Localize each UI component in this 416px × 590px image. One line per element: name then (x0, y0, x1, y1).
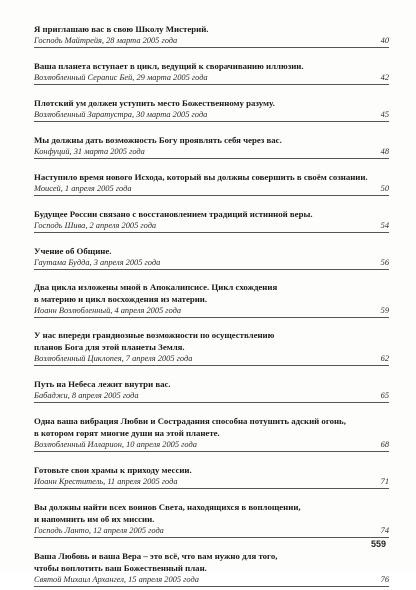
entry-author-date (34, 184, 389, 196)
entry-title: в котором горят многие души на этой планете. (34, 428, 220, 438)
entry-author-date (34, 73, 389, 85)
entry-title: Будущее России связано с восстановлением традиций истинной веры. (34, 209, 313, 219)
entry-title: Я приглашаю вас в свою Школу Мистерий. (34, 24, 209, 34)
entry-title: Мы должны дать возможность Богу проявлять себя через вас. (34, 135, 282, 145)
entry-author-date (34, 110, 389, 122)
entry-author-date (34, 306, 389, 318)
toc-entry (34, 98, 389, 125)
entry-page-number: 50 (380, 184, 389, 193)
entry-page-number: 68 (380, 440, 389, 449)
toc-entry (34, 24, 389, 51)
entry-author-date (34, 477, 389, 489)
table-of-contents (34, 24, 389, 590)
toc-entry (34, 551, 389, 590)
entry-author-date-text: Возлюбленный Циклопея, 7 апреля 2005 года (34, 354, 193, 363)
entry-page-number: 54 (380, 221, 389, 230)
toc-entry (34, 135, 389, 162)
entry-title: Путь на Небеса лежит внутри вас. (34, 379, 171, 389)
entry-page-number: 74 (380, 526, 389, 535)
entry-author-date (34, 440, 389, 452)
entry-page-number: 62 (380, 354, 389, 363)
toc-entry (34, 379, 389, 406)
entry-author-date (34, 354, 389, 366)
entry-title: чтобы воплотить ваш Божественный план. (34, 563, 207, 573)
entry-title: Ваша Любовь и ваша Вера – это всё, что вам нужно для того, (34, 551, 278, 561)
entry-page-number: 76 (380, 575, 389, 584)
toc-entry (34, 330, 389, 369)
entry-title: Вы должны найти всех воинов Света, находящихся в воплощении, (34, 502, 301, 512)
toc-entry (34, 61, 389, 88)
entry-title: планов Бога для этой планеты Земля. (34, 342, 185, 352)
entry-author-date (34, 258, 389, 270)
entry-title: Одна ваша вибрация Любви и Сострадания способна потушить адский огонь, (34, 416, 346, 426)
entry-title: Ваша планета вступает в цикл, ведущий к сворачиванию иллюзии. (34, 61, 304, 71)
toc-entry (34, 282, 389, 321)
toc-entry (34, 465, 389, 492)
entry-page-number: 71 (380, 477, 389, 486)
entry-author-date-text: Возлюбленный Серапис Бей, 29 марта 2005 года (34, 73, 208, 82)
entry-page-number: 48 (380, 147, 389, 156)
page-number: 559 (370, 539, 386, 549)
entry-page-number: 59 (380, 306, 389, 315)
entry-author-date (34, 221, 389, 233)
entry-author-date (34, 526, 389, 538)
entry-author-date (34, 391, 389, 403)
entry-title: Два цикла изложены мной в Апокалипсисе. Цикл схождения (34, 282, 278, 292)
entry-author-date (34, 36, 389, 48)
entry-page-number: 40 (380, 36, 389, 45)
entry-author-date (34, 147, 389, 159)
entry-page-number: 45 (380, 110, 389, 119)
entry-title: Наступило время нового Исхода, который вы должны совершить в своём сознании. (34, 172, 368, 182)
entry-page-number: 42 (380, 73, 389, 82)
entry-author-date-text: Бабаджи, 8 апреля 2005 года (34, 391, 139, 400)
entry-title: Готовьте свои храмы к приходу мессии. (34, 465, 192, 475)
toc-entry (34, 416, 389, 455)
entry-author-date-text: Господь Ланто, 12 апреля 2005 года (34, 526, 164, 535)
entry-author-date-text: Гаутама Будда, 3 апреля 2005 года (34, 258, 161, 267)
entry-author-date-text: Возлюбленный Илларион, 10 апреля 2005 года (34, 440, 197, 449)
entry-title: У нас впереди грандиозные возможности по осуществлению (34, 330, 275, 340)
entry-page-number: 56 (380, 258, 389, 267)
toc-entry (34, 502, 389, 541)
toc-entry (34, 209, 389, 236)
entry-title: Учение об Общине. (34, 246, 112, 256)
entry-title: Плотский ум должен уступить место Божественному разуму. (34, 98, 275, 108)
toc-entry (34, 246, 389, 273)
entry-title: в материю и цикл восхождения из материи. (34, 294, 208, 304)
entry-author-date-text: Господь Майтрейя, 28 марта 2005 года (34, 36, 178, 45)
entry-author-date-text: Иоанн Возлюбленный, 4 апреля 2005 года (34, 306, 182, 315)
entry-author-date-text: Святой Михаил Архангел, 15 апреля 2005 года (34, 575, 199, 584)
entry-author-date-text: Возлюбленный Заратустра, 30 марта 2005 года (34, 110, 208, 119)
toc-entry (34, 172, 389, 199)
entry-author-date-text: Господь Шива, 2 апреля 2005 года (34, 221, 157, 230)
entry-page-number: 65 (380, 391, 389, 400)
entry-title: и напомнить им об их миссии. (34, 514, 155, 524)
entry-author-date (34, 575, 389, 587)
entry-author-date-text: Иоанн Креститель, 11 апреля 2005 года (34, 477, 178, 486)
entry-author-date-text: Моисей, 1 апреля 2005 года (34, 184, 132, 193)
entry-author-date-text: Конфуций, 31 марта 2005 года (34, 147, 145, 156)
